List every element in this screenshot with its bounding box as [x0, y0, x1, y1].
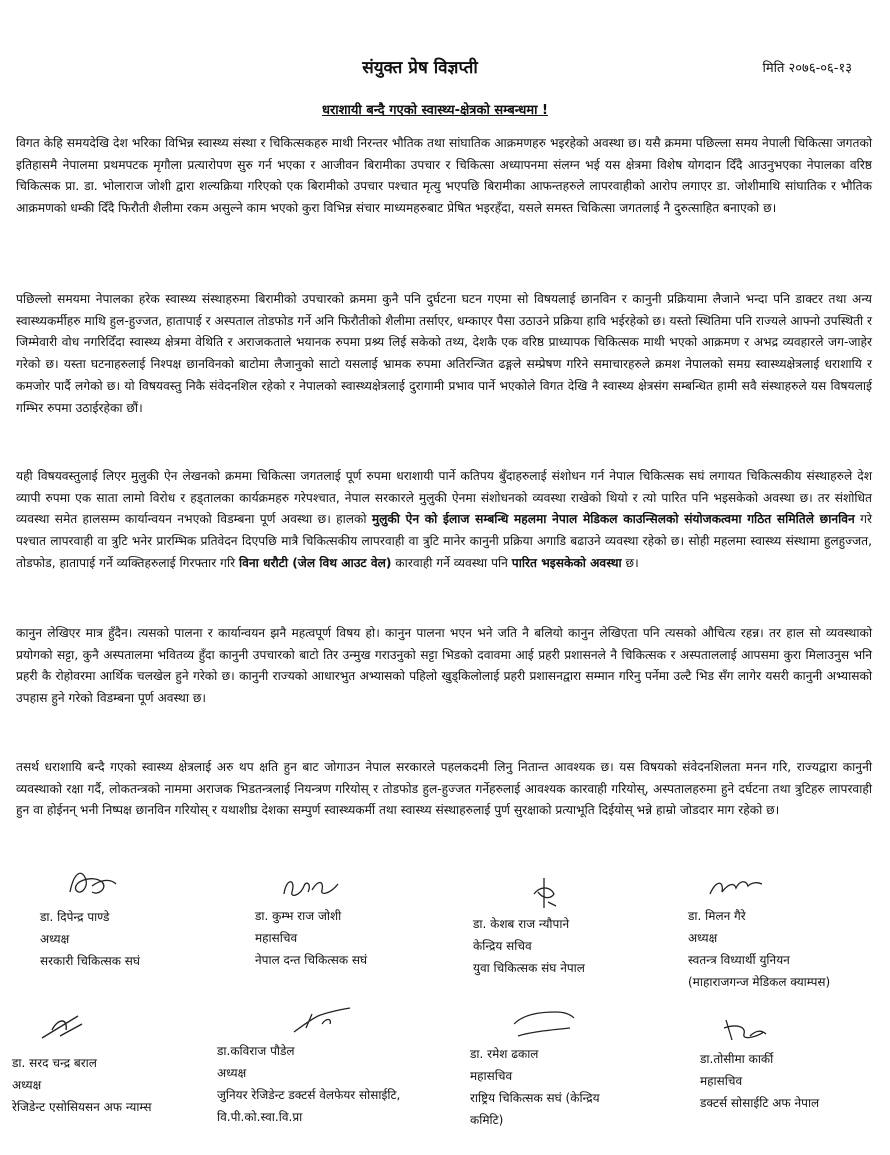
signature-6-mark [288, 1004, 358, 1038]
signatory-8 [700, 1048, 819, 1114]
signatory-2-name: डा. कुम्भ राज जोशी [255, 909, 342, 923]
signatory-4-org-line2: (माहाराजगन्ज मेडिकल क्याम्पस) [688, 975, 831, 989]
signature-1-mark [62, 862, 122, 906]
signatory-2-org: नेपाल दन्त चिकित्सक सघं [255, 953, 368, 967]
document-title: संयुक्त प्रेष विज्ञप्ती [362, 58, 478, 78]
paragraph-3-bold-2: विना धरौटी (जेल विथ आउट वेल) [238, 555, 392, 570]
signatory-7 [470, 1043, 600, 1131]
signatory-7-org-line2: कमिटि) [470, 1113, 504, 1127]
document-subject [0, 100, 870, 118]
signatory-8-name: डा.तोसीमा कार्की [700, 1052, 774, 1066]
signatory-7-org: राष्ट्रिय चिकित्सक सघं (केन्द्रिय [470, 1091, 600, 1105]
paragraph-3-part-c: गरे पश्चात लापरवाही वा त्रुटि भनेर प्रारम्भिक प्रतिवेदन दिएपछि मात्रै चिकित्सकीय लापरवाही वा त्रुटि मानेर कानुनी प्रक्रिया अगाडि बढाउने व्यवस्था रहेको छ। सोही महलमा स्वास्थ्य संस्थामा हुलहुज्जत, तोडफोड, हातापाई गर्ने व्यक्तिहरुलाई गिरफ्तार गरि [16, 512, 872, 570]
signatory-4-role: अध्यक्ष [688, 931, 718, 945]
paragraph-2: पछिल्लो समयमा नेपालका हरेक स्वास्थ्य संस्थाहरुमा बिरामीको उपचारको क्रममा कुनै पनि दुर्घटना घटन गएमा सो विषयलाई छानविन र कानुनी प्रक्रियामा लैजाने भन्दा पनि डाक्टर तथा अन्य स्वास्थ्यकर्मीहरु माथि हुल-हुज्जत, हातापाई र अस्पताल तोडफोड गर्ने अनि फिरौतीको शैलीमा तर्साएर, धम्काएर पैसा उठाउने प्रक्रिया हावि भईरहेको छ। यस्तो स्थितिमा पनि राज्यले आफ्नो उपस्थिती र जिम्मेवारी वोध नगरिदिँदा स्वास्थ्य क्षेत्रमा वेथिति र अराजकताले भयानक रुपमा प्रश्र्य लिई सकेको तथ्य, देशकै एक वरिष्ठ प्राध्यापक चिकित्सक माथी भएको आक्रमण र अभद्र व्यवहारले जग-जाहेर गरेको छ। यस्ता घटनाहरुलाई निश्पक्ष छानविनको बाटोमा लैजानुको साटो यसलाई भ्रामक रुपमा अतिरन्जित ढङ्गले सम्प्रेषण गरिने समाचारहरुले क्रमश नेपालको समग्र स्वास्थ्यक्षेत्रलाई धराशायि र कमजोर पार्दै लगेको छ। यो विषयवस्तु निकै संवेदनशिल रहेको र नेपालको स्वास्थ्यक्षेत्रलाई दुरागामी प्रभाव पार्ने भएकोले विगत देखि नै स्वास्थ्य क्षेत्रसंग सम्बन्धित हामी सवै संस्थाहरुले यस विषयलाई गम्भिर रुपमा उठाईरहेका छौं। [16, 292, 872, 415]
signatory-7-role: महासचिव [470, 1069, 513, 1083]
signatory-2-role: महासचिव [255, 931, 298, 945]
signatory-1-name: डा. दिपेन्द्र पाण्डे [40, 910, 110, 924]
signatory-5-name: डा. सरद चन्द्र बराल [12, 1056, 97, 1070]
signature-4-mark [706, 872, 766, 902]
signatory-6 [217, 1040, 400, 1128]
signatory-5-role: अध्यक्ष [12, 1078, 42, 1092]
paragraph-5: तसर्थ धराशायि बन्दै गएको स्वास्थ्य क्षेत्रलाई अरु थप क्षति हुन बाट जोगाउन नेपाल सरकारले पहलकदमी लिनु नितान्त आवश्यक छ। यस विषयको संवेदनशिलता मनन गरि, राज्यद्वारा कानुनी व्यवस्थाको रक्षा गर्दै, लोकतन्त्रको नाममा अराजक भिडतन्त्रलाई नियन्त्रण गरियोस् र तोडफोड हुल-हुज्जत गर्नेहरुलाई आवश्यक कारवाही गरियोस्, अस्पतालहरुमा हुने दर्घटना तथा त्रुटिहरु लापरवाही हुन वा होईनन् भनी निष्पक्ष छानविन गरियोस् र यथाशीघ्र देशका सम्पुर्ण स्वास्थ्यकर्मी तथा स्वास्थ्य संस्थाहरुलाई पुर्ण सुरक्षाको प्रत्याभूति दिईयोस् भन्ने हाम्रो जोडदार माग रहेको छ। [16, 760, 872, 818]
signature-7-mark [510, 1006, 580, 1042]
signatory-1-role: अध्यक्ष [40, 932, 70, 946]
signatory-6-org-line2: वि.पी.को.स्वा.वि.प्रा [217, 1110, 303, 1124]
paragraph-1: विगत केहि समयदेखि देश भरिका विभिन्न स्वास्थ्य संस्था र चिकित्सकहरु माथी निरन्तर भौतिक तथा सांघातिक आक्रमणहरु भइरहेको अवस्था छ। यसै क्रममा पछिल्ला समय नेपाली चिकित्सा जगतको इतिहासमै नेपालमा प्रथमपटक मृगौला प्रत्यारोपण सुरु गर्न भएका र आजीवन बिरामीका उपचार र चिकित्सा अध्यापनमा संलग्न भई यस क्षेत्रमा विशेष योगदान दिँदै आउनुभएका नेपालका वरिष्ठ चिकित्सक प्रा. डा. भोलाराज जोशी द्वारा शल्यक्रिया गरिएको एक बिरामीको उपचार पश्चात मृत्यु भएपछि बिरामीका आफन्तहरुले लापरवाहीको आरोप लगाएर डा. जोशीमाथि सांघातिक र भौतिक आक्रमणको धम्की दिँदै फिरौती शैलीमा रकम असुल्ने काम भएको कुरा विभिन्न संचार माध्यमहरुबाट प्रेषित भइरहँदा, यसले समस्त चिकित्सा जगतलाई नै दुरुत्साहित बनाएको छ। [16, 136, 872, 216]
signatory-5 [12, 1052, 151, 1118]
signatory-2 [255, 905, 367, 971]
signatory-1 [40, 906, 140, 972]
paragraph-4: कानुन लेखिएर मात्र हुँदैन। त्यसको पालना र कार्यान्वयन झनै महत्वपूर्ण विषय हो। कानुन पालना भएन भने जति नै बलियो कानुन लेखिएता पनि त्यसको औचित्य रहन्न। तर हाल सो व्यवस्थाको प्रयोगको सट्टा, कुनै अस्पतालमा भवितव्य हुँदा कानुनी उपचारको बाटो तिर उन्मुख गराउनुको सट्टा भिडको दवावमा आई प्रहरी प्रशासनले नै चिकित्सक र अस्पताललाई आपसमा कुरा मिलाउनुस भनि प्रहरी कै रोहोवरमा आर्थिक चलखेल हुने गरेको छ। कानुनी राज्यको आधारभुत अभ्यासको पहिलो खुड्किलोलाई प्रहरी प्रशासनद्वारा सम्मान गरिनु पर्नेमा उल्टै भिड सँग लागेर यसरी कानुनी अभ्यासको उपहास हुने गरेको विडम्बना पूर्ण अवस्था छ। [16, 626, 872, 706]
signatory-4-name: डा. मिलन गैरे [688, 909, 746, 923]
signature-5-mark [38, 1010, 86, 1042]
signature-8-mark [720, 1014, 770, 1044]
paragraph-3-part-d: कारवाही गर्ने व्यवस्था पनि [391, 555, 512, 570]
signatory-8-role: महासचिव [700, 1074, 743, 1088]
signatory-3-name: डा. केशब राज न्यौपाने [473, 917, 570, 931]
signatory-5-org: रेजिडेन्ट एसोसियसन अफ न्याम्स [12, 1100, 152, 1114]
document-date: मिति २०७६-०६-१३ [762, 61, 852, 76]
signatory-6-name: डा.कविराज पौडेल [217, 1044, 295, 1058]
signature-3-mark [528, 876, 562, 912]
signatory-3-role: केन्द्रिय सचिव [473, 939, 532, 953]
paragraph-3-part-e: छ। [621, 555, 639, 570]
subject-text: धराशायी बन्दै गएको स्वास्थ्य-क्षेत्रको सम्बन्धमा ! [322, 103, 548, 118]
signatory-7-name: डा. रमेश ढकाल [470, 1047, 539, 1061]
signatory-6-org: जुनियर रेजिडेन्ट डक्टर्स वेलफेयर सोसाईटि, [217, 1088, 401, 1102]
signatory-3-org: युवा चिकित्सक संघ नेपाल [473, 961, 585, 975]
paragraph-3-part-a: यही विषयवस्तुलाई लिएर मुलुकी ऐन लेखनको क्रममा चिकित्सा जगतलाई पूर्ण रुपमा धराशायी पार्ने कतिपय बुँदाहरुलाई संशोधन गर्न नेपाल चिकित्सक सघं लगायत चिकित्सकीय संस्थाहरुले देश व्यापी रुपमा एक साता लामो विरोध र हड्तालका कार्यक्रमहरु गरेपश्चात, नेपाल सरकारले मुलुकी ऐनमा संशोधनको व्यवस्था राखेको थियो र त्यो पारित पनि भइसकेको अवस्था छ। तर संशोधित व्यवस्था समेत हालसम्म कार्यान्वयन नभएको विडम्बना पूर्ण अवस्था छ। हालको [16, 469, 872, 527]
signature-2-mark [278, 870, 348, 904]
signatory-4 [688, 905, 830, 993]
paragraph-3-bold-1: मुलुकी ऐन को ईलाज सम्बन्धि महलमा नेपाल मेडिकल काउन्सिलको संयोजकत्वमा गठित समितिले छानविन [371, 512, 855, 527]
signatory-3 [473, 913, 585, 979]
paragraph-3-bold-3: पारित भइसकेको अवस्था [511, 555, 622, 570]
signatory-4-org: स्वतन्त्र विध्यार्थी युनियन [688, 953, 790, 967]
signatory-6-role: अध्यक्ष [217, 1066, 247, 1080]
signatory-1-org: सरकारी चिकित्सक सघं [40, 954, 141, 968]
paragraph-3 [16, 466, 872, 575]
signatory-8-org: डक्टर्स सोसाईटि अफ नेपाल [700, 1096, 820, 1110]
